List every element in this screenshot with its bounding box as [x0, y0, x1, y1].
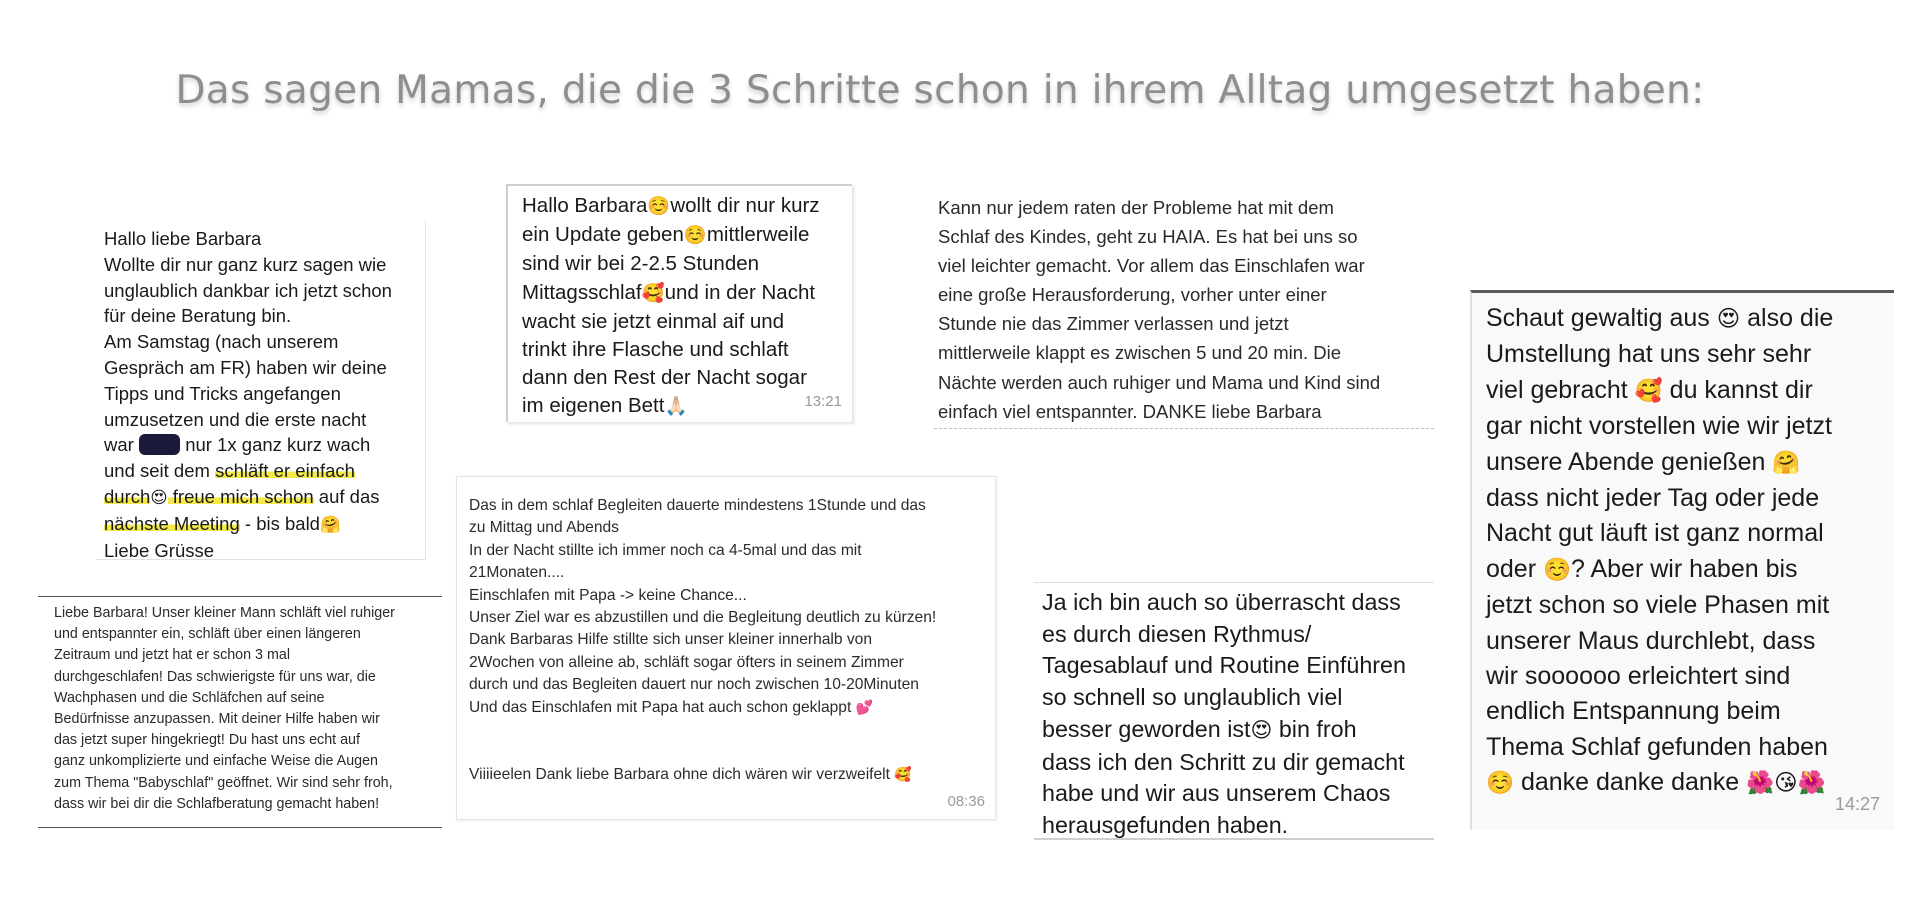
text-segment: bin froh dass ich den Schritt zu dir gemacht habe und wir aus unserem Chaos herausgefunden haben. [1042, 715, 1405, 838]
text-segment: danke danke danke [1514, 768, 1747, 797]
testimonial-text: Kann nur jedem raten der Probleme hat mit dem Schlaf des Kindes, geht zu HAIA. Es hat bei uns so viel leichter gemacht. Vor allem das Einschlafen war eine große Herausforderung, vorher unter einer Stunde nie das Zimmer verlassen und jetzt mittlerweile klappt es zwischen 5 und 20 min. Die Nächte werden auch ruhiger und Mama und Kind sind einfach viel entspannter. DANKE liebe Barbara [938, 197, 1381, 422]
page-headline: Das sagen Mamas, die die 3 Schritte schon in ihrem Alltag umgesetzt haben: [175, 68, 1705, 113]
text-segment: ? Aber wir haben bis jetzt schon so viele Phasen mit unserer Maus durchlebt, dass wir soooooo erleichtert sind endlich Entspannung beim Thema Schlaf gefunden haben [1486, 554, 1830, 761]
smiling-emoji-icon: ☺️ [1486, 770, 1515, 797]
message-timestamp: 14:27 [1834, 793, 1880, 814]
highlighted-text: schläft er einfach [215, 460, 355, 482]
hugging-emoji-icon: 🤗 [319, 514, 341, 534]
message-timestamp: 13:21 [804, 392, 842, 410]
text-segment: mittlerweile sind wir bei 2-2.5 Stunden Mittagsschlaf [522, 223, 810, 304]
heart-eyes-emoji-icon: 😍 [150, 487, 168, 507]
text-segment: Hallo Barbara [522, 194, 648, 217]
text-segment: Hallo liebe Barbara Wollte dir nur ganz kurz sagen wie unglaublich dankbar ich jetzt schon für deine Beratung bin. Am Samstag (nach unserem Gespräch am FR) haben wir deine Tipps und Tricks angefangen umzusetzen und die erste nacht war [104, 228, 392, 456]
testimonial-card-6 [456, 476, 996, 820]
testimonial-text: Liebe Barbara! Unser kleiner Mann schläft viel ruhiger und entspannter ein, schläft über einen längeren Zeitraum und jetzt hat er schon 3 mal durchgeschlafen! Das schwierigste für uns war, die Wachphasen und die Schläfchen auf seine Bedürfnisse anzupassen. Mit deiner Hilfe haben wir das jetzt super hingekriegt! Du hast uns echt auf ganz unkomplizierte und einfache Weise die Augen zum Thema "Babyschlaf" geöffnet. Wir sind sehr froh, dass wir bei dir die Schlafberatung gemacht haben! [54, 605, 395, 812]
text-segment: wollt dir nur kurz ein Update geben [522, 194, 820, 247]
smiling-emoji-icon: ☺️ [1542, 556, 1571, 583]
text-segment: Viiiieelen Dank liebe Barbara ohne dich wären wir verzweifelt [469, 765, 890, 783]
text-segment: Liebe Grüsse [104, 539, 215, 560]
highlighted-text: freue mich schon [167, 485, 314, 507]
text-segment: Schaut gewaltig aus [1486, 304, 1717, 332]
testimonial-text [1042, 587, 1426, 840]
highlighted-text: durch [104, 485, 151, 507]
text-segment: auf das [318, 485, 380, 507]
smiling-hearts-emoji-icon: 🥰 [894, 766, 912, 783]
testimonial-card-2 [506, 184, 852, 422]
testimonial-text [1486, 301, 1880, 802]
smiling-hearts-emoji-icon: 🥰 [641, 282, 665, 304]
text-segment: du kannst dir gar nicht vorstellen wie wir jetzt unsere Abende genießen [1486, 375, 1832, 476]
testimonial-text [522, 192, 838, 422]
text-segment: Das in dem schlaf Begleiten dauerte mindestens 1Stunde und das zu Mittag und Abends In der Nacht stillte ich immer noch ca 4-5mal und das mit 21Monaten.... Einschlafen mit Papa -> keine Chance... Unser Ziel war es abzustillen und die Begleitung deutlich zu kürzen! Dank Barbaras Hilfe stillte sich unser kleiner innerhalb von 2Wochen von alleine ab, schläft sogar öfters in seinem Zimmer durch und das Begleiten dauert nur noch zwischen 10-20Minuten Und das Einschlafen mit Papa hat auch schon geklappt [469, 497, 937, 716]
testimonial-card-5 [38, 596, 442, 828]
testimonial-text [104, 226, 417, 560]
highlighted-text: nächste Meeting [104, 512, 240, 534]
testimonial-card-1 [96, 220, 426, 560]
flower-kiss-emoji-icon: 🌺😘🌺 [1746, 770, 1826, 797]
redacted-name [139, 434, 180, 455]
hugging-emoji-icon: 🤗 [1772, 449, 1801, 476]
text-segment: also die Umstellung hat uns sehr sehr viel gebracht [1486, 304, 1834, 404]
testimonial-card-7 [1034, 582, 1434, 840]
testimonial-card-3 [934, 193, 1434, 429]
text-segment: und in der Nacht wacht sie jetzt einmal aif und trinkt ihre Flasche und schlaft dann den Rest der Nacht sogar im eigenen Bett [522, 280, 816, 418]
smiling-emoji-icon: ☺️ [683, 225, 707, 247]
text-segment: nur 1x ganz kurz wach und seit dem [104, 434, 371, 482]
text-segment: dass nicht jeder Tag oder jede Nacht gut läuft ist ganz normal oder [1486, 484, 1824, 583]
two-hearts-emoji-icon: 💕 [855, 699, 874, 716]
smiling-hearts-emoji-icon: 🥰 [1634, 377, 1663, 404]
heart-eyes-emoji-icon: 😍 [1250, 717, 1273, 742]
smiling-emoji-icon: ☺️ [647, 196, 671, 217]
testimonial-text [469, 495, 983, 786]
folded-hands-emoji-icon: 🙏🏻 [664, 396, 688, 418]
heart-eyes-emoji-icon: 😍 [1716, 306, 1741, 332]
testimonial-card-4 [1470, 290, 1894, 830]
message-timestamp: 08:36 [947, 792, 985, 810]
text-segment: Ja ich bin auch so überrascht dass es durch diesen Rythmus/ Tagesablauf und Routine Einführen so schnell so unglaublich viel besser geworden ist [1042, 589, 1406, 742]
text-segment: - bis bald [239, 512, 320, 534]
